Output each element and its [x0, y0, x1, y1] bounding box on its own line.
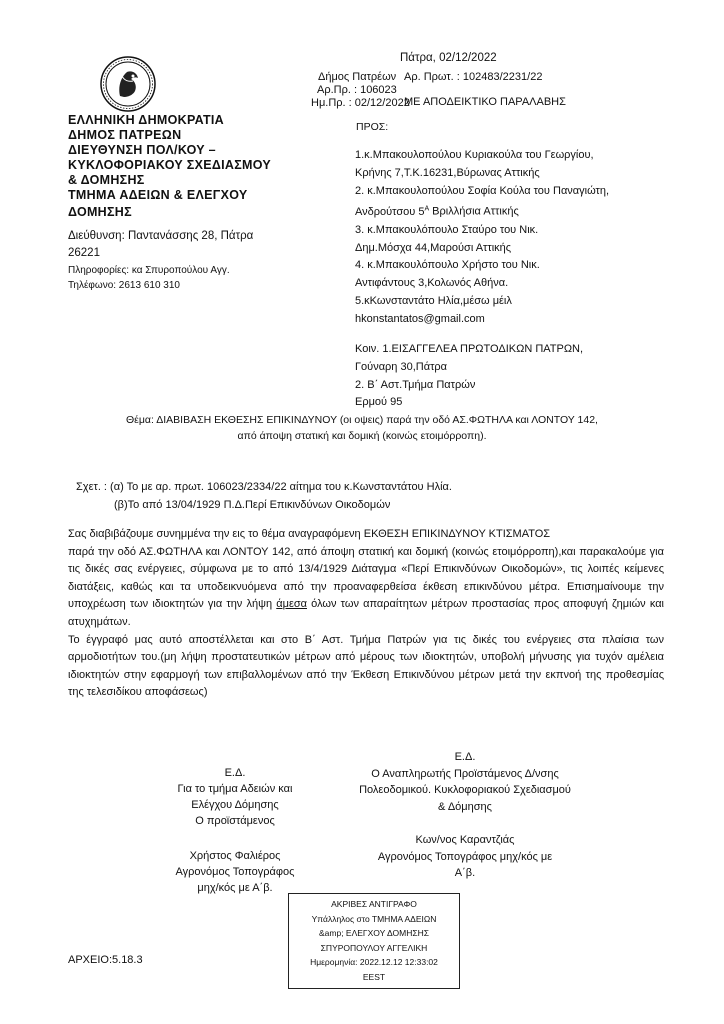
org-line: ΔΙΕΥΘΥΝΣΗ ΠΟΛ/ΚΟΥ –	[68, 143, 216, 157]
signature-line: Ε.Δ.	[224, 767, 246, 779]
signature-line: Αγρονόμος Τοπογράφος μηχ/κός με	[377, 850, 553, 863]
contact-info	[68, 263, 230, 293]
references	[76, 478, 452, 514]
body-paragraph-1	[68, 544, 664, 632]
right-signature-title	[335, 749, 595, 815]
org-line: ΕΛΛΗΝΙΚΗ ΔΗΜΟΚΡΑΤΙΑ	[68, 113, 225, 127]
republic-seal-icon	[100, 56, 156, 112]
info-line: Πληροφορίες: κα Σπυροπούλου Αγγ.	[68, 265, 230, 276]
subject	[40, 412, 684, 444]
subject-line: Θέμα: ΔΙΑΒΙΒΑΣΗ ΕΚΘΕΣΗΣ ΕΠΙΚΙΝΔΥΝΟΥ (οι οψεις) παρά την οδό ΑΣ.ΦΩΤΗΛΑ και ΛΟΝΤΟΥ 142,	[126, 414, 598, 426]
reference-line: Σχετ. : (α) Το με αρ. πρωτ. 106023/2334/22 αίτημα του κ.Κωνσταντάτου Ηλία.	[76, 481, 452, 493]
copy-line: Ερμού 95	[355, 396, 403, 409]
copy-line: 2. Β΄ Αστ.Τμήμα Πατρών	[355, 378, 476, 391]
stamp-line: EEST	[362, 971, 386, 982]
letter-body	[68, 526, 664, 702]
registration-date: Ημ.Πρ. : 02/12/2022	[311, 97, 410, 109]
registration-number: Αρ.Πρ. : 106023	[317, 84, 397, 96]
left-signatory	[145, 848, 325, 896]
recipient-line: Αντιφάντους 3,Κολωνός Αθήνα.	[355, 277, 509, 290]
recipient-line: 2. κ.Μπακουλοπούλου Σοφία Κούλα του Παναγιώτη,	[355, 184, 610, 197]
signature-line: Αγρονόμος Τοπογράφος	[175, 866, 295, 878]
signature-line: Ο προϊστάμενος	[195, 815, 275, 827]
recipient-line: 3. κ.Μπακουλόπουλο Σταύρο του Νικ.	[355, 223, 539, 236]
recipient-line: Δημ.Μόσχα 44,Μαρούσι Αττικής	[355, 241, 512, 254]
org-line: ΚΥΚΛΟΦΟΡΙΑΚΟΥ ΣΧΕΔΙΑΣΜΟΥ	[68, 158, 272, 172]
copies-list	[355, 341, 584, 409]
emphasis-text: άμεσα	[276, 598, 307, 611]
stamp-line: ΣΠΥΡΟΠΟΥΛΟΥ ΑΓΓΕΛΙΚΗ	[320, 942, 428, 953]
signature-line: μηχ/κός με Α΄β.	[197, 882, 273, 894]
body-text: παρά την οδό ΑΣ.ΦΩΤΗΛΑ και ΛΟΝΤΟΥ 142, από άποψη στατική και δομική (κοινώς ετοιμόρροπη),και παρακαλούμε για τις δικές σας ενέργειες, σύμφωνα με το από 13/4/1929 Διάταγμα «Περί Επικινδύνων Οικοδομών», τις λοιπές κείμενες διατάξεις, καθώς και τα υποδεικνυόμενα από την προαναφερθείσα έκθεση επικινδύνου μέτρα. Επισημαίνουμε την υποχρέωση των ιδιοκτητών για την λήψη	[68, 545, 664, 611]
recipient-line: 5.κΚωνσταντάτο Ηλία,μέσω μέιλ	[355, 295, 512, 308]
signature-line: & Δόμησης	[438, 800, 492, 813]
body-paragraph-2: Το έγγραφό μας αυτό αποστέλλεται και στο Β΄ Αστ. Τμήμα Πατρών για τις δικές του ενέργειες στα πλαίσια των αρμοδιοτήτων του.(μη λήψη προστατευτικών μέτρων από μέρους των ιδιοκτητών, υποβολή μήνυσης για τυχόν αμέλεια ιδιοκτητών στην εφαρμογή των επιβαλλομένων από την Έκθεση Επικινδύνου μέτρων μετά την εκπνοή της προθεσμίας της τελεσιδίκου αποφάσεως)	[68, 633, 664, 699]
org-line: ΤΜΗΜΑ ΑΔΕΙΩΝ & ΕΛΕΓΧΟΥ	[68, 188, 248, 202]
recipient-line	[355, 200, 655, 221]
copy-line: Γούναρη 30,Πάτρα	[355, 360, 448, 373]
org-line: ΔΗΜΟΣ ΠΑΤΡΕΩΝ	[68, 128, 182, 142]
archive-code: ΑΡΧΕΙΟ:5.18.3	[68, 954, 143, 966]
to-label: ΠΡΟΣ:	[356, 121, 389, 133]
reference-line: (β)Το από 13/04/1929 Π.Δ.Περί Επικινδύνων Οικοδομών	[114, 499, 391, 511]
stamp-line: Ημερομηνία: 2022.12.12 12:33:02	[310, 957, 438, 968]
left-signature-title	[145, 765, 325, 829]
stamp-line: ΑΚΡΙΒΕΣ ΑΝΤΙΓΡΑΦΟ	[331, 899, 417, 909]
address-block	[68, 228, 253, 262]
protocol-number: Αρ. Πρωτ. : 102483/2231/22	[404, 71, 543, 83]
stamp-line: &amp; ΕΛΕΓΧΟΥ ΔΟΜΗΣΗΣ	[318, 928, 430, 939]
subject-line: από άποψη στατική και δομική (κοινώς ετοιμόρροπη).	[237, 430, 487, 442]
copy-line: Κοιν. 1.ΕΙΣΑΓΓΕΛΕΑ ΠΡΩΤΟΔΙΚΩΝ ΠΑΤΡΩΝ,	[355, 343, 584, 355]
stamp-line: Υπάλληλος στο ΤΜΗΜΑ ΑΔΕΙΩΝ	[311, 913, 437, 924]
recipient-line: Κρήνης 7,Τ.Κ.16231,Βύρωνας Αττικής	[355, 166, 540, 179]
recipient-line: 1.κ.Μπακουλοπούλου Κυριακούλα του Γεωργίου,	[355, 149, 594, 161]
address-line: 26221	[68, 247, 100, 259]
address-line: Διεύθυνση: Παντανάσσης 28, Πάτρα	[68, 230, 254, 242]
recipient-email: hkonstantatos@gmail.com	[355, 312, 485, 325]
signature-line: Ελέγχου Δόμησης	[191, 799, 279, 811]
org-line: ΔΟΜΗΣΗΣ	[68, 205, 132, 219]
certified-copy-stamp	[288, 893, 460, 989]
signature-line: Για το τμήμα Αδειών και	[177, 783, 293, 795]
recipient-town: Βριλλήσια Αττικής	[429, 206, 519, 219]
place-date: Πάτρα, 02/12/2022	[400, 52, 497, 64]
signature-line: Χρήστος Φαλιέρος	[189, 850, 281, 862]
signature-line: Ε.Δ.	[454, 751, 476, 763]
signature-line: Πολεοδομικού. Κυκλοφοριακού Σχεδιασμού	[359, 784, 571, 796]
delivery-type: ΜΕ ΑΠΟΔΕΙΚΤΙΚΟ ΠΑΡΑΛΑΒΗΣ	[404, 96, 566, 108]
signature-line: Κων/νος Καραντζιάς	[415, 834, 515, 846]
right-signatory	[335, 832, 595, 882]
phone-line: Τηλέφωνο: 2613 610 310	[68, 280, 180, 291]
body-paragraph-1-line1: Σας διαβιβάζουμε συνημμένα την εις το θέμα αναγραφόμενη ΕΚΘΕΣΗ ΕΠΙΚΙΝΔΥΝΟΥ ΚΤΙΣΜΑΤΟΣ	[68, 528, 551, 540]
signature-line: Ο Αναπληρωτής Προϊστάμενος Δ/νσης	[371, 767, 559, 780]
recipient-line: 4. κ.Μπακουλόπουλο Χρήστο του Νικ.	[355, 259, 540, 272]
recipient-street: Ανδρούτσου $5^A$	[355, 205, 430, 219]
body-text: όλων των απαραίτητων μέτρων προστασίας προς αποφυγή ζημιών και ατυχημάτων.	[68, 598, 665, 628]
municipality-label: Δήμος Πατρέων	[318, 71, 397, 83]
signature-line: Α΄β.	[454, 867, 476, 879]
organization-header	[68, 113, 308, 220]
recipients-list	[355, 147, 655, 329]
org-line: & ΔΟΜΗΣΗΣ	[68, 173, 145, 187]
